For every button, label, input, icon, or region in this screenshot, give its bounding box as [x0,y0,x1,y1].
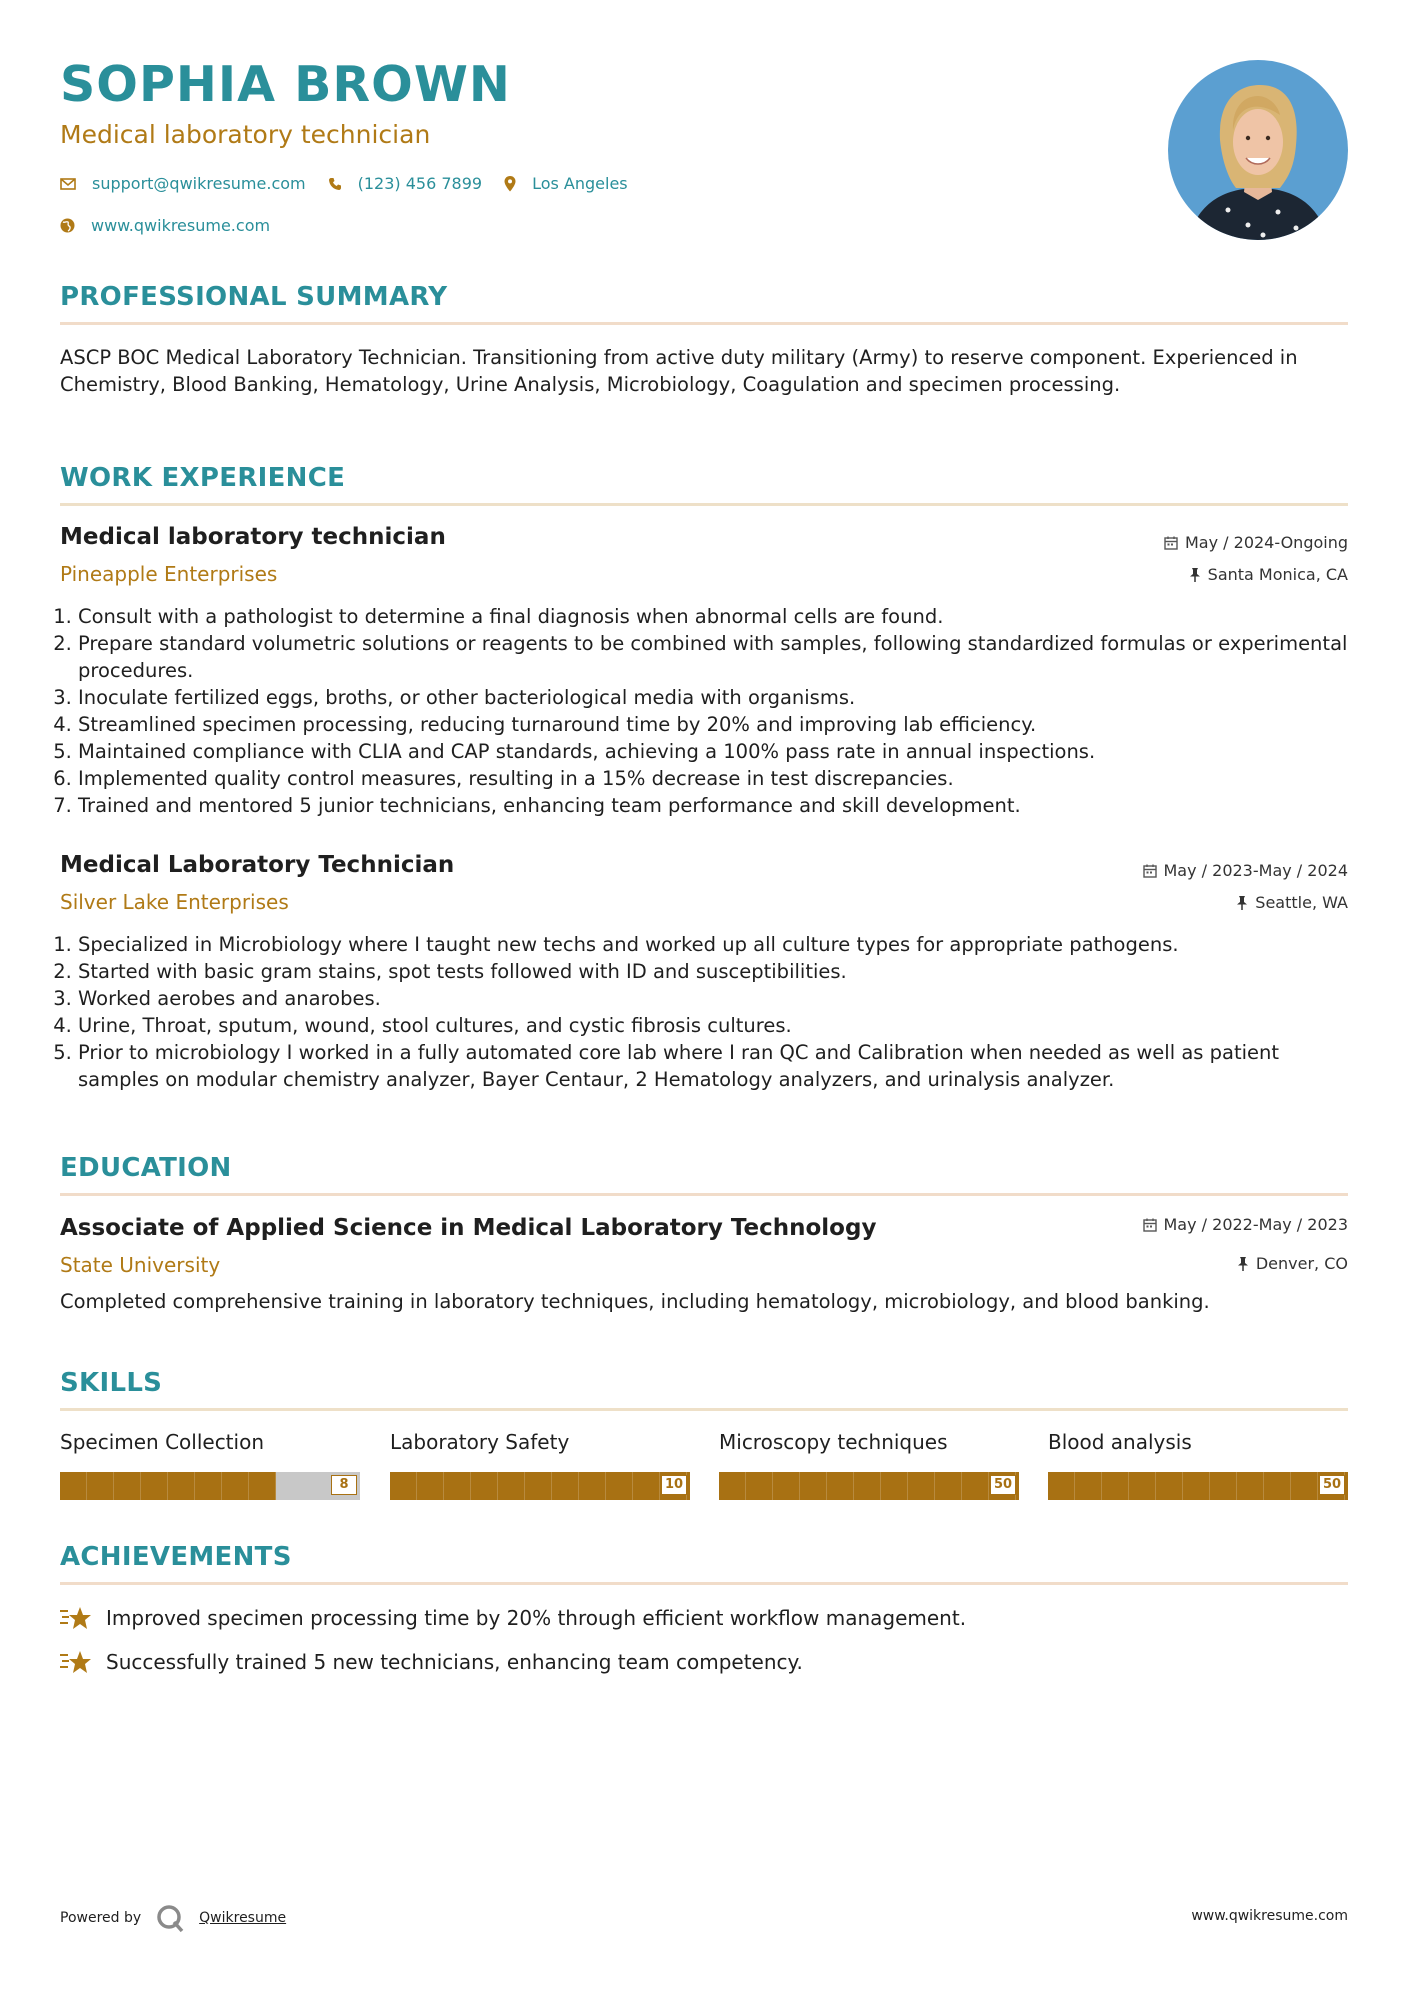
calendar-icon [1143,864,1157,878]
skill-name: Laboratory Safety [390,1430,570,1454]
brand-link[interactable]: Qwikresume [199,1910,287,1926]
achievement-item [60,1605,966,1631]
achievement-text: Improved specimen processing time by 20% through efficient workflow management. [106,1606,967,1630]
section-title-experience: WORK EXPERIENCE [60,463,346,493]
list-item: 1. Specialized in Microbiology where I taught new techs and worked up all culture types for appropriate pathogens. [78,931,1358,958]
education-dates [1143,1215,1349,1234]
job-location-text: Santa Monica, CA [1207,565,1348,584]
skill-bar-fill [719,1472,1019,1500]
skill-item [60,1430,360,1492]
job-responsibilities [60,931,1358,1093]
section-divider [60,1193,1348,1196]
list-item: 2. Prepare standard volumetric solutions or reagents to be combined with samples, following standardized formulas or experimental procedures. [78,630,1358,684]
skill-name: Specimen Collection [60,1430,264,1454]
skill-level: 50 [1319,1475,1345,1495]
email-text: support@qwikresume.com [92,174,306,193]
job-responsibilities [60,603,1358,819]
skill-level: 8 [331,1475,357,1495]
powered-by-label: Powered by [60,1910,142,1926]
list-item: 3. Worked aerobes and anarobes. [78,985,1358,1012]
job-dates [1164,533,1348,552]
education-dates-text: May / 2022-May / 2023 [1163,1215,1348,1234]
profile-photo [1168,60,1348,240]
skill-bar-fill [390,1472,690,1500]
pushpin-icon [1237,1257,1249,1271]
contact-website[interactable] [60,216,270,235]
list-item: 3. Inoculate fertilized eggs, broths, or other bacteriological media with organisms. [78,684,1358,711]
job-location [1189,565,1348,584]
resume-page [60,0,1348,1990]
job-dates-text: May / 2023-May / 2024 [1163,861,1348,880]
footer-website[interactable]: www.qwikresume.com [1191,1908,1348,1924]
envelope-icon [60,178,76,190]
summary-text: ASCP BOC Medical Laboratory Technician. Transitioning from active duty military (Army) to reserve component. Experienced in Chemistry, Blood Banking, Hematology, Urine Analysis, Microbiology, Coagulation and specimen processing. [60,346,1298,396]
candidate-name: SOPHIA BROWN [60,56,511,113]
skill-bar [390,1472,690,1500]
candidate-role: Medical laboratory technician [60,120,431,149]
list-item: 1. Consult with a pathologist to determine a final diagnosis when abnormal cells are found. [78,603,1358,630]
section-divider [60,503,1348,506]
shooting-star-icon [60,1649,92,1675]
skill-name: Microscopy techniques [719,1430,948,1454]
job-location-text: Seattle, WA [1255,893,1348,912]
education-location [1237,1254,1348,1273]
skill-name: Blood analysis [1048,1430,1192,1454]
skill-item [390,1430,690,1492]
achievement-item [60,1649,803,1675]
list-item: 5. Prior to microbiology I worked in a fully automated core lab where I ran QC and Calibration when needed as well as patient samples on modular chemistry analyzer, Bayer Centaur, 2 Hematology analyzers, and urinalysis analyzer. [78,1039,1358,1093]
company-name: Pineapple Enterprises [60,562,278,586]
education-location-text: Denver, CO [1255,1254,1348,1273]
job-dates-text: May / 2024-Ongoing [1185,533,1348,552]
list-item: 5. Maintained compliance with CLIA and CAP standards, achieving a 100% pass rate in annual inspections. [78,738,1358,765]
school-name: State University [60,1253,221,1277]
website-text: www.qwikresume.com [91,216,271,235]
education-description: Completed comprehensive training in laboratory techniques, including hematology, microbiology, and blood banking. [60,1290,1210,1313]
section-title-skills: SKILLS [60,1368,163,1398]
skill-level: 10 [661,1475,687,1495]
section-title-education: EDUCATION [60,1153,232,1183]
pushpin-icon [1236,896,1248,910]
skill-bar-fill [60,1472,276,1500]
footer-powered-by [60,1903,286,1933]
list-item: 4. Streamlined specimen processing, reducing turnaround time by 20% and improving lab efficiency. [78,711,1358,738]
achievement-text: Successfully trained 5 new technicians, enhancing team competency. [106,1650,803,1674]
list-item: 7. Trained and mentored 5 junior technicians, enhancing team performance and skill development. [78,792,1358,819]
skill-bar [60,1472,360,1500]
section-divider [60,322,1348,325]
job-location [1236,893,1348,912]
skill-bar [719,1472,1019,1500]
section-title-summary: PROFESSIONAL SUMMARY [60,282,448,312]
section-title-achievements: ACHIEVEMENTS [60,1542,292,1572]
list-item: 4. Urine, Throat, sputum, wound, stool cultures, and cystic fibrosis cultures. [78,1012,1358,1039]
skill-level: 50 [990,1475,1016,1495]
skill-item [1048,1430,1348,1492]
pushpin-icon [1189,568,1201,582]
job-title: Medical laboratory technician [60,524,446,550]
company-name: Silver Lake Enterprises [60,890,289,914]
list-item: 2. Started with basic gram stains, spot tests followed with ID and susceptibilities. [78,958,1358,985]
phone-text: (123) 456 7899 [357,174,483,193]
qwikresume-logo-icon [155,1903,187,1933]
calendar-icon [1143,1218,1157,1232]
contact-row-primary [60,174,650,193]
skill-bar [1048,1472,1348,1500]
contact-location [504,174,628,193]
map-pin-icon [504,176,516,192]
location-text: Los Angeles [532,174,628,193]
list-item: 6. Implemented quality control measures, resulting in a 15% decrease in test discrepancies. [78,765,1358,792]
skill-bar-fill [1048,1472,1348,1500]
contact-email[interactable] [60,174,306,193]
contact-phone[interactable] [328,174,482,193]
job-dates [1143,861,1349,880]
avatar-portrait-icon [1168,60,1348,240]
shooting-star-icon [60,1605,92,1631]
calendar-icon [1164,536,1178,550]
phone-icon [328,177,342,191]
job-title: Medical Laboratory Technician [60,852,455,878]
globe-icon [60,218,75,233]
skill-item [719,1430,1019,1492]
contact-row-secondary [60,216,292,235]
section-divider [60,1582,1348,1585]
degree-title: Associate of Applied Science in Medical Laboratory Technology [60,1215,877,1241]
section-divider [60,1408,1348,1411]
